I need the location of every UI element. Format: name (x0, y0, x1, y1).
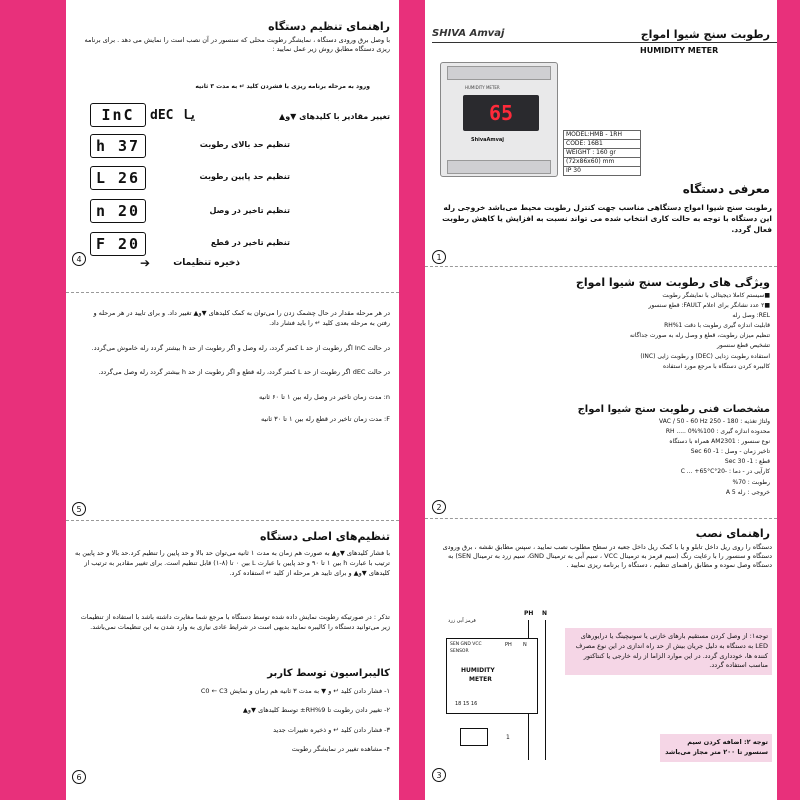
spec-item: محدوده اندازه گیری : 100%RH ..... 0% (665, 428, 770, 436)
feature-item: ■۲ عدد نشانگر برای اعلام FAULT: قطع سنسور (648, 302, 770, 310)
spec-item: ولتاژ تغذیه : 180 - 250 VAC / 50 - 60 Hz (659, 418, 770, 425)
divider (66, 292, 399, 293)
ph-label: PH (524, 610, 534, 617)
divider (425, 266, 777, 267)
step-label-on-delay: تنظیم تاخیر در وصل (209, 206, 290, 215)
page1-body: رطوبت سنج شیوا امواج دستگاهی مناسب جهت کنترل رطوبت محیط می‌باشد خروجی رله این دستگاه با توجه به حالت کاری انتخاب شده می تواند نسبت به افزایش یا کاهش رطوبت فعال گردد. (442, 203, 772, 234)
step-label-off-delay: تنظیم تاخیر در قطع (210, 238, 290, 247)
meter-box (446, 638, 538, 714)
page2-heading: ویژگی های رطوبت سنج شیوا امواج (575, 276, 770, 289)
step-label-mode: تغییر مقادیر با کلیدهای ▼و▲ (279, 112, 390, 121)
calib-list (90, 686, 390, 755)
calib-item: ۱- فشار دادن کلید ↵ و ▼ به مدت ۳ ثانیه هم زمان و نمایش C0 ← C3 (200, 687, 390, 695)
feature-item: قابلیت اندازه گیری رطوبت با دقت 1%RH (664, 322, 770, 330)
neutral-line (545, 620, 546, 760)
step-label-high: تنظیم حد بالای رطوبت (199, 140, 290, 149)
meter-title-2: METER (469, 676, 492, 683)
calib-item: ۳- فشار دادن کلید ↵ و ذخیره تغییرات جدید (273, 725, 390, 734)
page-number-4: 4 (72, 252, 86, 266)
calib-heading: کالیبراسیون توسط کاربر (267, 668, 390, 679)
page-number-5: 5 (72, 502, 86, 516)
divider (66, 520, 399, 521)
page6-heading: تنظیم‌های اصلی دستگاه (260, 530, 390, 543)
step-display-on-delay: n 20 (90, 199, 146, 223)
spec-box (563, 130, 641, 176)
step-label-low: تنظیم حد پایین رطوبت (199, 172, 290, 181)
step-display-dec: dEC یا (150, 108, 197, 123)
spec-heading: مشخصات فنی رطوبت سنج شیوا امواج (577, 404, 770, 415)
calib-item: ۴- مشاهده تغییر در نمایشگر رطوبت (291, 745, 390, 754)
features-list (470, 292, 770, 373)
save-arrow-icon: ➔ (140, 256, 151, 270)
page4-intro: با وصل برق ورودی دستگاه ، نمایشگر رطوبت محلی که سنسور در آن نصب است را نمایش می دهد . برای برنامه ریزی دستگاه مطابق روش زیر عمل نمایید : (84, 36, 390, 53)
calib-item: ۲- تغییر دادن رطوبت تا 9%RH± توسط کلیدهای ▼و▲ (242, 706, 390, 715)
device-display-value: 65 (488, 101, 514, 125)
feature-item: استفاده رطوبت زدایی (DEC) و رطوبت زایی (INC) (640, 352, 770, 360)
relay-terminals: 18 15 16 (455, 701, 478, 707)
n-label: N (542, 610, 548, 617)
note-2: توجه ۲: اضافه کردن سیم سنسور تا ۲۰۰ متر مجاز می‌باشد (660, 734, 772, 762)
spec-size: (72x86x60) mm (563, 158, 641, 167)
spec-item: نوع سنسور : AM2301 همراه با دستگاه (669, 438, 770, 446)
feature-item: ■سیستم کاملا دیجیتالی با نمایشگر رطوبت (662, 292, 770, 299)
divider (425, 518, 777, 519)
n-terminal: N (523, 642, 527, 648)
page5-item: F: مدت زمان تاخیر در قطع رله بین ۱ تا ۳۰ ثانیه (261, 414, 390, 423)
device-display (463, 95, 539, 131)
spec-item: تاخیر زمان - وصل : 1- 60 Sec (690, 448, 770, 456)
product-title-en: HUMIDITY METER (640, 46, 719, 55)
wiring-diagram (440, 610, 560, 760)
save-label: ذخیره تنظیمات (173, 258, 240, 268)
page5-list (90, 308, 390, 424)
page5-item: n: مدت زمان تاخیر در وصل رله بین ۱ تا ۶۰ ثانیه (258, 392, 390, 401)
spec-model: MODEL:HMB - 1RH (563, 130, 641, 140)
load-box (460, 728, 488, 746)
spec-weight: WEIGHT : 160 gr (563, 149, 641, 158)
ph-terminal: PH (505, 642, 512, 648)
page3-body: دستگاه را روی ریل داخل تابلو و یا با کمک ریل داخل جعبه در سطح مطلوب نصب نمایید ، سپس مطابق نقشه ، برق ورودی دستگاه و سنسور را با رعایت رنگ (سیم قرمز به ترمینال VCC ، سیم آبی به ترمینال GND، سیم زرد به ترمینال SEN) به دستگاه وصل نموده و مطابق راهنمای تنظیم ، دستگاه را برنامه ریزی نمایید . (442, 543, 772, 569)
page3-heading: راهنمای نصب (695, 527, 770, 540)
spec-item: قطع : 1- 30 Sec (724, 458, 770, 466)
page5-item: در حالت InC اگر رطوبت از حد L کمتر گردد، رله وصل و اگر رطوبت از حد h بیشتر گردد رله خاموش می‌گردد. (91, 343, 390, 352)
spec-item: کارآیی در - دما : -20°C ... +65°C (680, 468, 770, 476)
sensor-terminals: SEN GND VCC (450, 642, 482, 647)
spec-item: رطوبت : 70% (732, 478, 770, 486)
product-title-fa: رطوبت سنج شیوا امواج (640, 28, 770, 41)
note-1: توجه۱: از وصل کردن مستقیم بارهای خازنی یا سونیچینگ یا درایورهای LED به دستگاه به دلیل جریان بیش از حد راه اندازی در این نوع مصرف کننده ها، خودداری گردد. در این موارد الزاما از رله خارجی یا کنتاکتور مناسب استفاده گردد. (565, 628, 772, 675)
page-number-1: 1 (432, 250, 446, 264)
device-brand: ShivaAmvaj (471, 137, 504, 143)
feature-item: REL: وصل رله (732, 312, 770, 320)
step-display-high: h 37 (90, 134, 146, 158)
left-accent-bar (0, 0, 66, 800)
feature-item: تنظیم میزان رطوبت، قطع و وصل رله به صورت جداگانه (629, 332, 770, 340)
page-number-3: 3 (432, 768, 446, 782)
specs-list (520, 418, 770, 499)
device-terminals-top (447, 66, 551, 80)
step-display-inc: InC (90, 103, 146, 127)
step-display-low: L 26 (90, 166, 146, 190)
device-illustration (440, 62, 558, 177)
brand-line (432, 42, 777, 43)
device-terminals-bottom (447, 160, 551, 174)
spec-item: خروجی : رله 5 A (725, 488, 770, 496)
page-number-2: 2 (432, 500, 446, 514)
brand-logo: SHIVA Amvaj (432, 28, 505, 39)
page4-heading: راهنمای تنظیم دستگاه (268, 20, 390, 33)
page4-hold: ورود به مرحله برنامه ریزی با فشردن کلید ↵ به مدت ۳ ثانیه (195, 83, 370, 90)
page6-body: با فشار کلیدهای ▼و▲ به صورت هم زمان به مدت ۱ ثانیه می‌توان حد بالا و حد پایین را تنظیم کرد.حد بالا و حد پایین به ترتیب با عبارت h بین ۱ تا ۹۰ و حد پایین با عبارت L بین ۰ تا (۸-۱) قابل تنظیم است. برای تغییر مقادیر به ترتیب از کلیدهای ▼و▲ و برای تایید هر مرحله از کلید ↵ استفاده کرد. (74, 549, 390, 578)
step-display-off-delay: F 20 (90, 232, 146, 256)
page1-heading: معرفی دستگاه (682, 182, 770, 196)
wire-color-label: قرمز آبی زرد (448, 618, 476, 624)
meter-title-1: HUMIDITY (461, 667, 495, 674)
page6-note: تذکر : در صورتیکه رطوبت نمایش داده شده توسط دستگاه با مرجع شما مغایرت داشته باشد با استفاده از تنظیمات زیر می‌توانید دستگاه را کالیبره نمایید بدیهی است در شرایط عادی نیازی به وارد شدن به این تنظیمات نمی‌باشد. (80, 613, 390, 632)
spec-code: CODE: 16B1 (563, 140, 641, 149)
right-accent-bar (777, 0, 800, 800)
page-number-6: 6 (72, 770, 86, 784)
sensor-label: SENSOR (450, 649, 469, 654)
load-number: 1 (506, 734, 510, 741)
page5-item: در هر مرحله مقدار در حال چشمک زدن را می‌توان به کمک کلیدهای ▼و▲ تغییر داد. و برای تایید در هر مرحله و رفتن به مرحله بعدی کلید ↵ را باید فشار داد. (93, 309, 390, 328)
spec-ip: IP 30 (563, 167, 641, 176)
feature-item: کالیبره کردن دستگاه با مرجع مورد استفاده (662, 362, 770, 370)
device-label: HUMIDITY METER (465, 85, 500, 90)
middle-accent-bar (399, 0, 425, 800)
feature-item: تشخیص قطع سنسور (716, 342, 770, 350)
page5-item: در حالت dEC اگر رطوبت از حد L کمتر گردد، رله قطع و اگر رطوبت از حد h بیشتر گردد رله وصل می‌گردد. (98, 368, 390, 377)
